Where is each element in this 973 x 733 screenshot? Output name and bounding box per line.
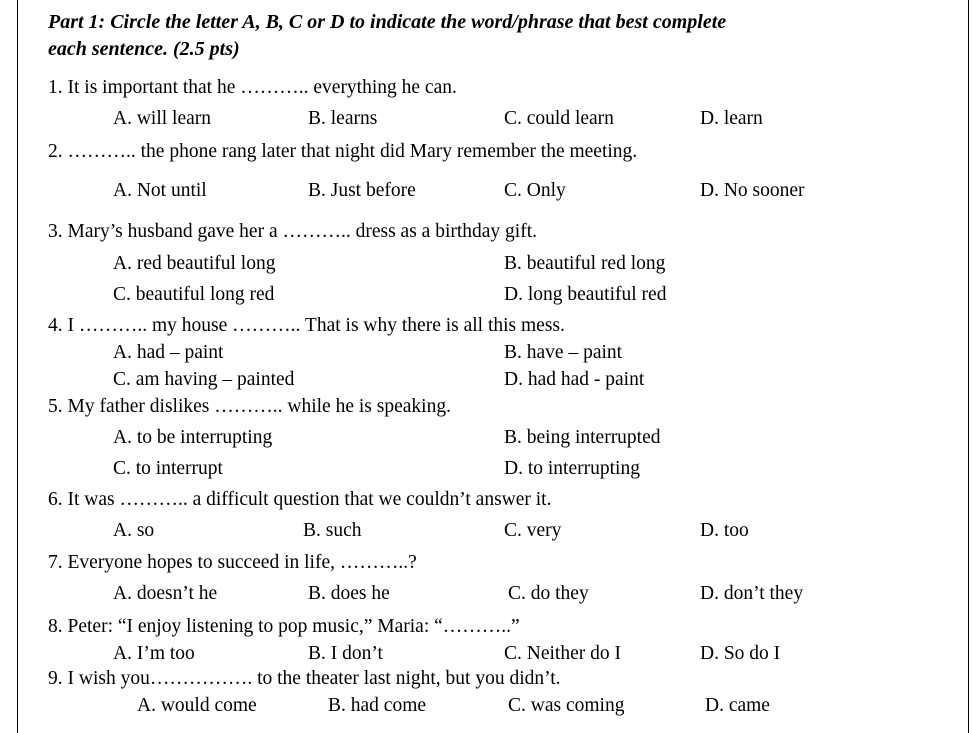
question-5-option-d[interactable]: D. to interrupting: [504, 458, 640, 479]
page-border-left: [17, 0, 18, 733]
question-2-option-a[interactable]: A. Not until: [113, 180, 207, 201]
question-6-text: 6. It was ……….. a difficult question that we couldn’t answer it.: [48, 489, 552, 510]
question-1-option-d[interactable]: D. learn: [700, 108, 763, 129]
question-7-option-b[interactable]: B. does he: [308, 583, 390, 604]
question-9-text: 9. I wish you……………. to the theater last night, but you didn’t.: [48, 668, 561, 689]
question-3-text: 3. Mary’s husband gave her a ……….. dress as a birthday gift.: [48, 221, 538, 242]
question-6-option-a[interactable]: A. so: [113, 520, 155, 541]
question-7-option-d[interactable]: D. don’t they: [700, 583, 804, 604]
question-4-text: 4. I ……….. my house ……….. That is why there is all this mess.: [48, 315, 565, 336]
question-5-option-a[interactable]: A. to be interrupting: [113, 427, 273, 448]
question-2-option-d[interactable]: D. No sooner: [700, 180, 805, 201]
question-5-text: 5. My father dislikes ……….. while he is speaking.: [48, 396, 451, 417]
question-8-text: 8. Peter: “I enjoy listening to pop music,” Maria: “………..”: [48, 616, 520, 637]
question-7-text: 7. Everyone hopes to succeed in life, ………..?: [48, 552, 417, 573]
question-8-option-d[interactable]: D. So do I: [700, 643, 781, 664]
question-9-option-c[interactable]: C. was coming: [508, 695, 625, 716]
question-7-option-a[interactable]: A. doesn’t he: [113, 583, 218, 604]
question-4-option-d[interactable]: D. had had - paint: [504, 369, 645, 390]
question-1-option-b[interactable]: B. learns: [308, 108, 378, 129]
question-4-option-b[interactable]: B. have – paint: [504, 342, 623, 363]
question-9-option-d[interactable]: D. came: [705, 695, 770, 716]
section-heading-line-1: Part 1: Circle the letter A, B, C or D to indicate the word/phrase that best complete: [48, 11, 727, 33]
question-2-text: 2. ……….. the phone rang later that night did Mary remember the meeting.: [48, 141, 638, 162]
question-6-option-c[interactable]: C. very: [504, 520, 562, 541]
question-9-option-a[interactable]: A. would come: [137, 695, 257, 716]
question-5-option-c[interactable]: C. to interrupt: [113, 458, 223, 479]
question-1-option-c[interactable]: C. could learn: [504, 108, 614, 129]
question-3-option-a[interactable]: A. red beautiful long: [113, 253, 276, 274]
question-9-option-b[interactable]: B. had come: [328, 695, 427, 716]
page-border-right: [968, 0, 969, 733]
question-3-option-c[interactable]: C. beautiful long red: [113, 284, 275, 305]
question-4-option-c[interactable]: C. am having – painted: [113, 369, 295, 390]
question-1-text: 1. It is important that he ……….. everything he can.: [48, 77, 457, 98]
section-heading-line-2: each sentence. (2.5 pts): [48, 38, 240, 60]
question-3-option-b[interactable]: B. beautiful red long: [504, 253, 666, 274]
question-3-option-d[interactable]: D. long beautiful red: [504, 284, 667, 305]
question-7-option-c[interactable]: C. do they: [508, 583, 589, 604]
question-6-option-b[interactable]: B. such: [303, 520, 362, 541]
question-5-option-b[interactable]: B. being interrupted: [504, 427, 661, 448]
question-2-option-b[interactable]: B. Just before: [308, 180, 416, 201]
question-8-option-b[interactable]: B. I don’t: [308, 643, 383, 664]
question-4-option-a[interactable]: A. had – paint: [113, 342, 224, 363]
question-8-option-c[interactable]: C. Neither do I: [504, 643, 621, 664]
question-8-option-a[interactable]: A. I’m too: [113, 643, 195, 664]
question-6-option-d[interactable]: D. too: [700, 520, 749, 541]
question-1-option-a[interactable]: A. will learn: [113, 108, 212, 129]
question-2-option-c[interactable]: C. Only: [504, 180, 566, 201]
